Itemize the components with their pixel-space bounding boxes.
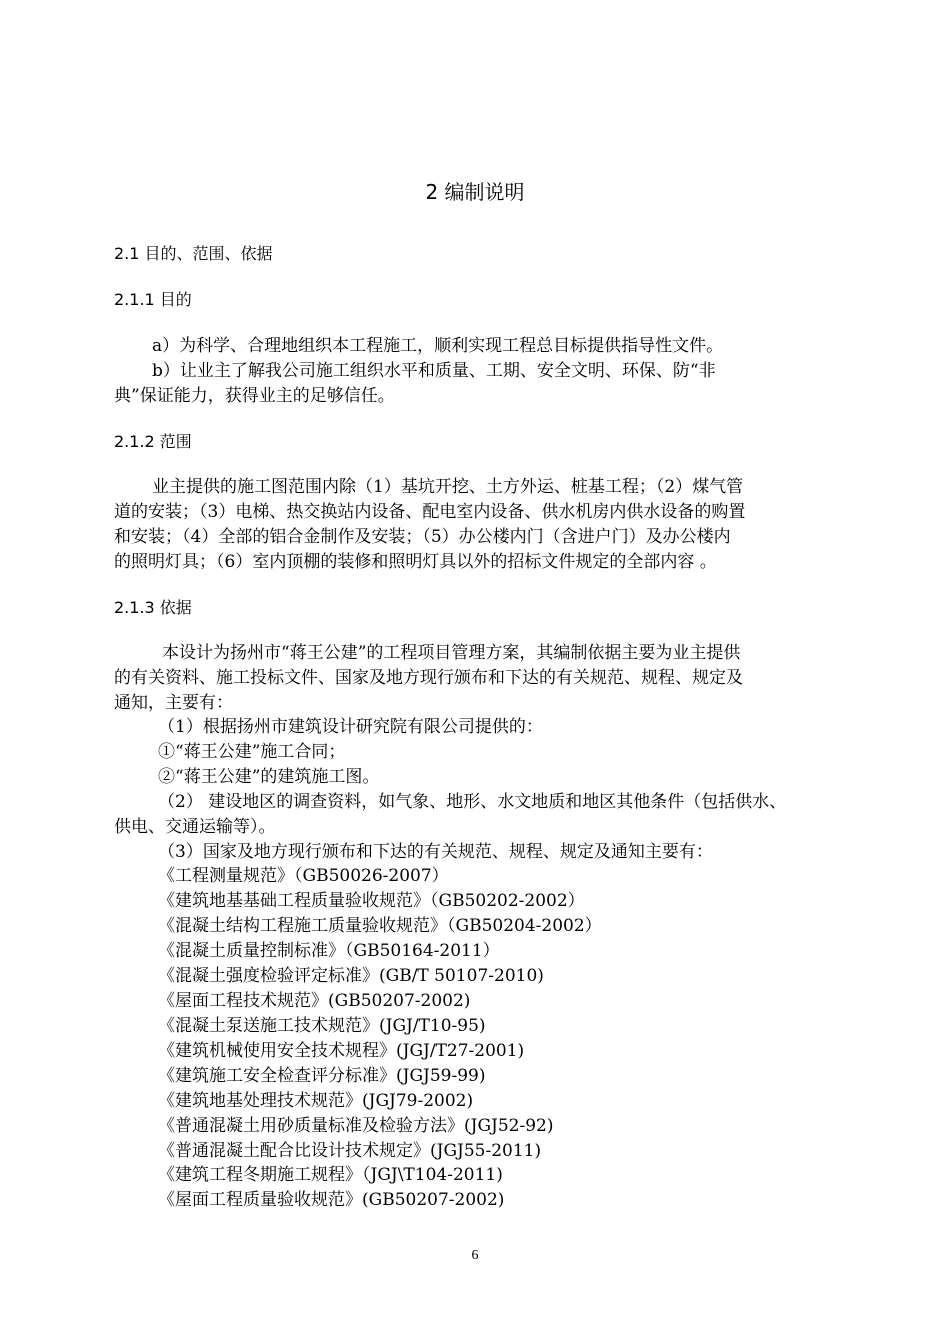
basis-item-1-contract: ①“蒋王公建”施工合同；: [158, 742, 346, 762]
standard-item: 《建筑施工安全检查评分标准》(JGJ59-99): [158, 1066, 486, 1086]
standard-item: 《混凝土强度检验评定标准》(GB/T 50107-2010): [158, 966, 544, 986]
basis-item-1: （1）根据扬州市建筑设计研究院有限公司提供的：: [158, 717, 543, 737]
basis-intro-line-1: 本设计为扬州市“蒋王公建”的工程项目管理方案，其编制依据主要为业主提供: [162, 643, 741, 663]
standard-item: 《屋面工程技术规范》(GB50207-2002): [158, 991, 471, 1011]
standard-item: 《工程测量规范》（GB50026-2007）: [158, 866, 449, 886]
scope-line-2: 道的安装；（3）电梯、热交换站内设备、配电室内设备、供水机房内供水设备的购置: [114, 502, 746, 522]
scope-line-3: 和安装；（4）全部的铝合金制作及安装；（5）办公楼内门（含进户门）及办公楼内: [114, 527, 731, 547]
standard-item: 《混凝土泵送施工技术规范》(JGJ/T10-95): [158, 1016, 486, 1036]
basis-intro-line-2: 的有关资料、施工投标文件、国家及地方现行颁布和下达的有关规范、规程、规定及: [114, 668, 743, 688]
standard-item: 《建筑机械使用安全技术规程》(JGJ/T27-2001): [158, 1041, 525, 1061]
section-heading-2-1-1: 2.1.1 目的: [114, 290, 192, 309]
section-heading-2-1-2: 2.1.2 范围: [114, 432, 192, 451]
standard-item: 《混凝土结构工程施工质量验收规范》（GB50204-2002）: [158, 916, 602, 936]
basis-item-2-line-2: 供电、交通运输等）。: [114, 817, 276, 837]
purpose-a: a）为科学、合理地组织本工程施工，顺利实现工程总目标提供指导性文件。: [152, 336, 724, 356]
purpose-b-line2: 典”保证能力，获得业主的足够信任。: [114, 386, 395, 406]
standard-item: 《混凝土质量控制标准》（GB50164-2011）: [158, 941, 500, 961]
standard-item: 《屋面工程质量验收规范》(GB50207-2002): [158, 1190, 505, 1210]
standard-item: 《建筑工程冬期施工规程》（JGJ\T104-2011): [158, 1165, 503, 1185]
standard-item: 《普通混凝土用砂质量标准及检验方法》(JGJ52-92): [158, 1116, 554, 1136]
scope-line-1: 业主提供的施工图范围内除（1）基坑开挖、土方外运、桩基工程；（2）煤气管: [152, 477, 744, 497]
basis-intro-line-3: 通知，主要有：: [114, 693, 233, 713]
section-heading-2-1: 2.1 目的、范围、依据: [114, 244, 273, 263]
standard-item: 《建筑地基处理技术规范》(JGJ79-2002): [158, 1091, 474, 1111]
section-heading-2-1-3: 2.1.3 依据: [114, 598, 192, 617]
purpose-b-line1: b）让业主了解我公司施工组织水平和质量、工期、安全文明、环保、防“非: [152, 361, 716, 381]
page-number: 6: [471, 1248, 479, 1263]
standard-item: 《建筑地基基础工程质量验收规范》（GB50202-2002）: [158, 891, 585, 911]
page-title: 2 编制说明: [425, 180, 525, 204]
basis-item-1-drawings: ②“蒋王公建”的建筑施工图。: [158, 767, 380, 787]
basis-item-2-line-1: （2） 建设地区的调查资料，如气象、地形、水文地质和地区其他条件（包括供水、: [158, 792, 787, 812]
scope-line-4: 的照明灯具；（6）室内顶棚的装修和照明灯具以外的招标文件规定的全部内容 。: [114, 552, 717, 572]
standard-item: 《普通混凝土配合比设计技术规定》(JGJ55-2011): [158, 1141, 542, 1161]
basis-item-3: （3）国家及地方现行颁布和下达的有关规范、规程、规定及通知主要有：: [158, 842, 713, 862]
